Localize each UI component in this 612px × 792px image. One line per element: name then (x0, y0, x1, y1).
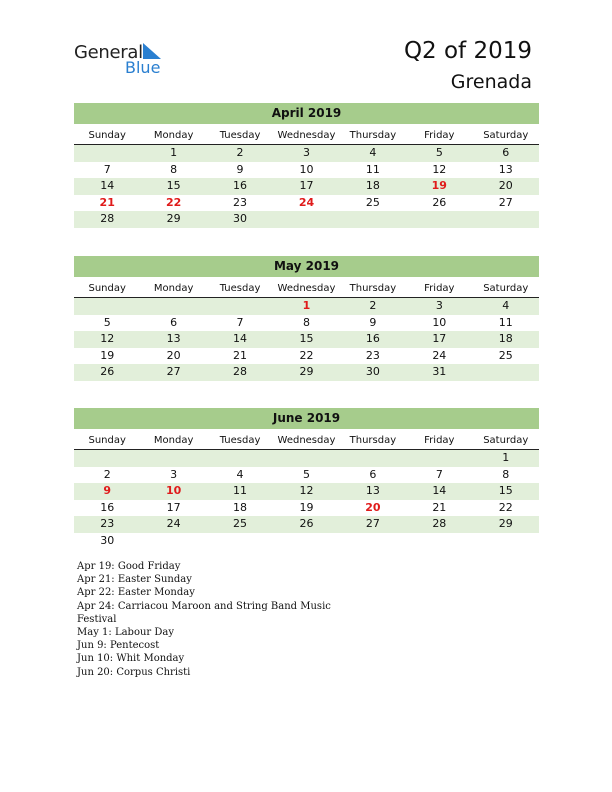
week-row (74, 315, 539, 332)
day-cell: 6 (170, 315, 178, 329)
day-cell (406, 450, 472, 467)
day-cell: 22 (498, 500, 513, 514)
day-cell (406, 211, 472, 228)
weekday-label: Sunday (88, 130, 126, 141)
weekday-label: Friday (424, 283, 455, 294)
weekday-label: Wednesday (277, 130, 336, 141)
week-row (74, 178, 539, 195)
day-cell (406, 533, 472, 550)
weekday-label: Tuesday (219, 435, 261, 446)
holiday-entry: May 1: Labour Day (77, 627, 174, 639)
week-rows (74, 145, 539, 228)
day-cell: 3 (302, 146, 310, 159)
logo (74, 40, 184, 80)
day-cell: 20 (166, 348, 181, 362)
day-cell: 28 (100, 212, 115, 226)
day-cell: 21 (233, 348, 248, 362)
week-row (74, 331, 539, 348)
week-row (74, 500, 539, 517)
day-cell: 16 (233, 179, 248, 193)
day-cell: 4 (502, 299, 510, 312)
weekday-label: Wednesday (277, 435, 336, 446)
holiday-day-cell: 10 (165, 484, 182, 498)
day-cell (273, 450, 339, 467)
day-cell: 27 (498, 195, 513, 209)
day-cell (273, 211, 339, 228)
day-cell: 5 (302, 467, 310, 481)
day-cell: 6 (502, 146, 510, 159)
day-cell: 20 (498, 179, 513, 193)
day-cell: 23 (100, 517, 115, 531)
day-cell: 8 (502, 467, 510, 481)
month-title: April 2019 (74, 103, 539, 124)
day-cell: 7 (435, 467, 443, 481)
day-cell: 28 (233, 365, 248, 379)
weekday-label: Sunday (88, 435, 126, 446)
day-cell (473, 364, 539, 381)
weekday-label: Wednesday (277, 283, 336, 294)
week-rows (74, 450, 539, 550)
holiday-day-cell: 22 (165, 195, 182, 209)
week-row (74, 483, 539, 500)
holiday-entry: Jun 9: Pentecost (77, 640, 160, 652)
day-cell: 7 (103, 162, 111, 176)
holiday-day-cell: 19 (431, 179, 447, 193)
day-cell: 15 (498, 484, 513, 498)
weekday-label: Saturday (483, 435, 529, 446)
week-row (74, 211, 539, 228)
holiday-entry: Jun 10: Whit Monday (77, 653, 185, 665)
country-name: Grenada (450, 71, 532, 93)
weekday-label: Thursday (349, 435, 397, 446)
month-title: May 2019 (74, 256, 539, 277)
day-cell: 25 (365, 195, 380, 209)
weekday-label: Tuesday (219, 283, 261, 294)
week-row (74, 348, 539, 365)
week-row (74, 195, 539, 212)
weekday-label: Tuesday (219, 130, 261, 141)
day-cell: 17 (432, 332, 447, 346)
weekday-label: Monday (153, 283, 194, 294)
day-cell: 17 (299, 179, 314, 193)
day-cell (340, 533, 406, 550)
day-cell: 28 (432, 517, 447, 531)
holiday-entry: Jun 20: Corpus Christi (77, 666, 191, 678)
holiday-day-cell: 24 (298, 195, 315, 209)
day-cell: 15 (299, 332, 314, 346)
weekday-label: Saturday (483, 283, 529, 294)
day-cell: 13 (365, 484, 380, 498)
day-cell: 24 (166, 517, 181, 531)
day-cell: 18 (365, 179, 380, 193)
month-calendar-april (74, 103, 539, 228)
day-cell (207, 533, 273, 550)
weekday-label: Thursday (349, 130, 397, 141)
day-cell: 26 (299, 517, 314, 531)
week-row (74, 450, 539, 467)
day-cell (140, 298, 206, 315)
day-cell (74, 145, 140, 162)
day-cell (473, 533, 539, 550)
week-row (74, 467, 539, 484)
day-cell: 1 (170, 146, 178, 159)
day-cell: 12 (299, 484, 314, 498)
week-row (74, 516, 539, 533)
day-cell: 24 (432, 348, 447, 362)
week-row (74, 533, 539, 550)
day-cell: 13 (498, 162, 513, 176)
weekday-label: Sunday (88, 283, 126, 294)
day-cell: 11 (365, 162, 380, 176)
holiday-entry: Apr 24: Carriacou Maroon and String Band Music (77, 600, 331, 612)
day-cell (140, 533, 206, 550)
day-cell (207, 298, 273, 315)
day-cell: 11 (233, 484, 248, 498)
day-cell: 30 (365, 365, 380, 379)
page-title: Q2 of 2019 (403, 38, 532, 64)
holiday-list (77, 560, 337, 679)
weekday-label: Friday (424, 435, 455, 446)
day-cell: 4 (236, 467, 244, 481)
day-cell: 26 (100, 365, 115, 379)
day-cell: 16 (365, 332, 380, 346)
day-cell: 16 (100, 500, 115, 514)
day-cell: 22 (299, 348, 314, 362)
day-cell: 19 (299, 500, 314, 514)
day-cell: 31 (432, 365, 447, 379)
holiday-entry: Apr 22: Easter Monday (77, 587, 195, 599)
day-cell: 30 (100, 533, 115, 547)
week-rows (74, 298, 539, 381)
day-cell: 11 (498, 315, 513, 329)
day-cell (340, 450, 406, 467)
day-cell (273, 533, 339, 550)
weekday-header-row (74, 280, 539, 298)
weekday-label: Saturday (483, 130, 529, 141)
holiday-entry: Apr 19: Good Friday (77, 561, 181, 572)
day-cell: 10 (299, 162, 314, 176)
day-cell: 12 (100, 332, 115, 346)
day-cell: 30 (233, 212, 248, 226)
day-cell: 27 (365, 517, 380, 531)
month-calendar-june (74, 408, 539, 550)
weekday-header-row (74, 432, 539, 450)
day-cell: 8 (302, 315, 310, 329)
week-row (74, 364, 539, 381)
day-cell: 9 (236, 162, 244, 176)
weekday-label: Thursday (349, 283, 397, 294)
day-cell: 14 (432, 484, 447, 498)
logo-word-blue: Blue (125, 58, 161, 77)
week-row (74, 298, 539, 315)
day-cell (340, 211, 406, 228)
day-cell: 18 (233, 500, 248, 514)
day-cell: 27 (166, 365, 181, 379)
day-cell: 2 (236, 146, 244, 159)
day-cell: 6 (369, 467, 377, 481)
holiday-entry: Apr 21: Easter Sunday (77, 574, 192, 586)
holiday-day-cell: 20 (365, 500, 381, 514)
logo-word-general: General (74, 42, 143, 63)
day-cell (74, 298, 140, 315)
day-cell: 21 (432, 500, 447, 514)
day-cell: 10 (432, 315, 447, 329)
day-cell: 25 (498, 348, 513, 362)
day-cell: 13 (166, 332, 181, 346)
day-cell: 5 (103, 315, 111, 329)
weekday-header-row (74, 127, 539, 145)
week-row (74, 162, 539, 179)
day-cell (140, 450, 206, 467)
day-cell: 29 (498, 517, 513, 531)
day-cell: 8 (170, 162, 178, 176)
day-cell: 29 (299, 365, 314, 379)
day-cell (473, 211, 539, 228)
day-cell: 19 (100, 348, 115, 362)
week-row (74, 145, 539, 162)
month-calendar-may (74, 256, 539, 381)
day-cell: 15 (166, 179, 181, 193)
day-cell (207, 450, 273, 467)
day-cell: 12 (432, 162, 447, 176)
day-cell: 17 (166, 500, 181, 514)
holiday-day-cell: 1 (302, 299, 311, 312)
weekday-label: Monday (153, 130, 194, 141)
day-cell: 1 (502, 451, 510, 464)
day-cell: 23 (233, 195, 248, 209)
day-cell (74, 450, 140, 467)
day-cell: 5 (435, 146, 443, 159)
day-cell: 14 (233, 332, 248, 346)
weekday-label: Monday (153, 435, 194, 446)
day-cell: 14 (100, 179, 115, 193)
day-cell: 18 (498, 332, 513, 346)
day-cell: 7 (236, 315, 244, 329)
day-cell: 25 (233, 517, 248, 531)
day-cell: 2 (369, 299, 377, 312)
day-cell: 23 (365, 348, 380, 362)
weekday-label: Friday (424, 130, 455, 141)
holiday-day-cell: 21 (99, 195, 115, 209)
day-cell: 3 (435, 299, 443, 312)
day-cell: 9 (369, 315, 377, 329)
day-cell: 29 (166, 212, 181, 226)
holiday-day-cell: 9 (103, 484, 112, 498)
day-cell: 4 (369, 146, 377, 159)
day-cell: 3 (170, 467, 178, 481)
holiday-entry: Festival (77, 613, 117, 625)
month-title: June 2019 (74, 408, 539, 429)
day-cell: 26 (432, 195, 447, 209)
day-cell: 2 (103, 467, 111, 481)
